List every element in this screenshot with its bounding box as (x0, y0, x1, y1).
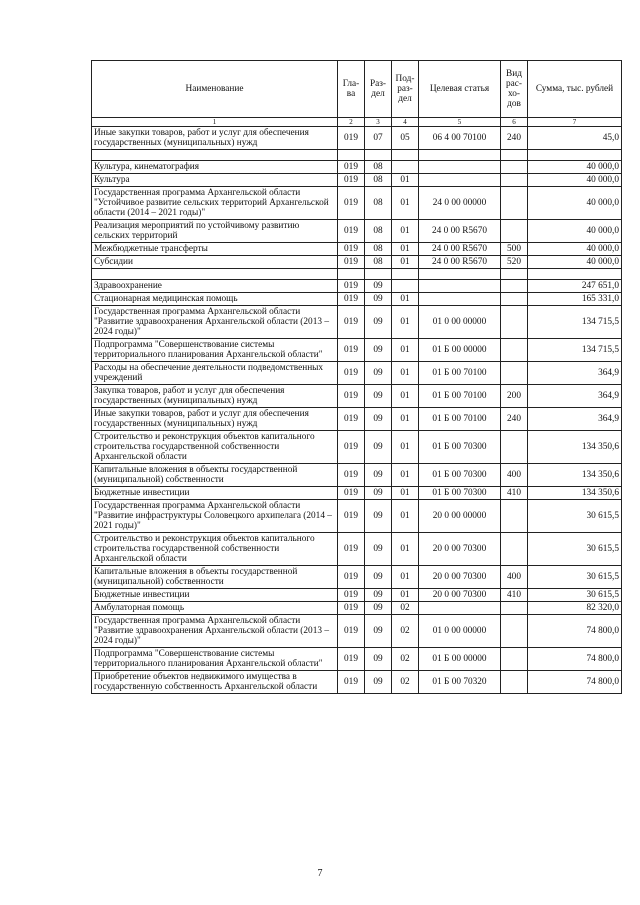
cell-summa: 134 350,6 (528, 464, 622, 487)
cell-vid: 410 (501, 589, 528, 602)
cell-summa (528, 269, 622, 280)
cell-vid (501, 648, 528, 671)
cell-summa: 40 000,0 (528, 220, 622, 243)
cell-vid (501, 150, 528, 161)
cell-tselevaya: 01 Б 00 70320 (419, 671, 501, 694)
cell-podrazdel: 02 (392, 671, 419, 694)
cell-summa: 30 615,5 (528, 589, 622, 602)
cell-glava: 019 (338, 220, 365, 243)
cell-vid (501, 339, 528, 362)
cell-glava: 019 (338, 243, 365, 256)
cell-podrazdel: 02 (392, 648, 419, 671)
cell-razdel: 09 (365, 306, 392, 339)
cell-name: Государственная программа Архангельской области "Устойчивое развитие сельских территорий Архангельской области (2014 – 2021 годы)" (92, 187, 338, 220)
page-number: 7 (317, 868, 323, 879)
cell-glava: 019 (338, 362, 365, 385)
cell-podrazdel: 01 (392, 487, 419, 500)
cell-podrazdel: 01 (392, 464, 419, 487)
cell-razdel: 09 (365, 280, 392, 293)
cell-glava: 019 (338, 615, 365, 648)
cell-vid: 240 (501, 408, 528, 431)
column-number: 1 (92, 118, 338, 127)
table-row (92, 243, 622, 256)
cell-glava: 019 (338, 602, 365, 615)
cell-razdel: 09 (365, 464, 392, 487)
cell-summa: 364,9 (528, 408, 622, 431)
cell-razdel: 08 (365, 174, 392, 187)
cell-name: Стационарная медицинская помощь (92, 293, 338, 306)
cell-vid: 240 (501, 127, 528, 150)
cell-glava: 019 (338, 339, 365, 362)
cell-glava (338, 269, 365, 280)
cell-summa: 30 615,5 (528, 500, 622, 533)
cell-glava (338, 150, 365, 161)
cell-razdel: 09 (365, 602, 392, 615)
cell-summa: 40 000,0 (528, 161, 622, 174)
cell-tselevaya (419, 280, 501, 293)
cell-vid (501, 220, 528, 243)
cell-razdel (365, 269, 392, 280)
cell-glava: 019 (338, 671, 365, 694)
cell-tselevaya: 24 0 00 R5670 (419, 256, 501, 269)
cell-tselevaya (419, 293, 501, 306)
cell-glava: 019 (338, 487, 365, 500)
cell-podrazdel: 02 (392, 615, 419, 648)
column-number: 2 (338, 118, 365, 127)
table-row (92, 220, 622, 243)
cell-summa (528, 150, 622, 161)
cell-razdel: 09 (365, 589, 392, 602)
cell-vid (501, 533, 528, 566)
cell-podrazdel: 01 (392, 589, 419, 602)
cell-name: Межбюджетные трансферты (92, 243, 338, 256)
table-body (92, 127, 622, 694)
cell-podrazdel (392, 269, 419, 280)
cell-glava: 019 (338, 566, 365, 589)
cell-tselevaya: 20 0 00 00000 (419, 500, 501, 533)
cell-name: Государственная программа Архангельской области "Развитие здравоохранения Архангельской области (2013 – 2024 годы)" (92, 615, 338, 648)
table-row (92, 533, 622, 566)
cell-razdel: 08 (365, 161, 392, 174)
table-row (92, 174, 622, 187)
cell-name: Капитальные вложения в объекты государственной (муниципальной) собственности (92, 566, 338, 589)
column-number: 4 (392, 118, 419, 127)
cell-vid (501, 161, 528, 174)
cell-vid (501, 500, 528, 533)
cell-podrazdel: 02 (392, 602, 419, 615)
cell-vid: 400 (501, 566, 528, 589)
table-row (92, 408, 622, 431)
table-row (92, 269, 622, 280)
cell-razdel: 09 (365, 431, 392, 464)
cell-name: Подпрограмма "Совершенствование системы территориального планирования Архангельской области" (92, 339, 338, 362)
cell-vid (501, 671, 528, 694)
cell-summa: 74 800,0 (528, 615, 622, 648)
cell-tselevaya: 24 0 00 00000 (419, 187, 501, 220)
cell-podrazdel: 01 (392, 256, 419, 269)
cell-podrazdel: 05 (392, 127, 419, 150)
cell-summa: 134 350,6 (528, 487, 622, 500)
cell-glava: 019 (338, 464, 365, 487)
cell-podrazdel: 01 (392, 293, 419, 306)
cell-tselevaya (419, 602, 501, 615)
cell-tselevaya: 24 0 00 R5670 (419, 220, 501, 243)
column-numbers-row (92, 118, 622, 127)
header-tselevaya: Целевая статья (419, 61, 501, 118)
cell-glava: 019 (338, 127, 365, 150)
cell-glava: 019 (338, 306, 365, 339)
cell-tselevaya: 01 Б 00 70100 (419, 362, 501, 385)
cell-podrazdel: 01 (392, 243, 419, 256)
cell-summa: 165 331,0 (528, 293, 622, 306)
cell-tselevaya: 01 0 00 00000 (419, 615, 501, 648)
cell-summa: 74 800,0 (528, 648, 622, 671)
cell-name: Государственная программа Архангельской области "Развитие инфраструктуры Соловецкого архипелага (2014 – 2021 годы)" (92, 500, 338, 533)
cell-razdel: 08 (365, 256, 392, 269)
table-row (92, 566, 622, 589)
column-number: 5 (419, 118, 501, 127)
cell-glava: 019 (338, 187, 365, 220)
cell-tselevaya (419, 150, 501, 161)
cell-vid: 520 (501, 256, 528, 269)
cell-vid (501, 280, 528, 293)
cell-podrazdel: 01 (392, 220, 419, 243)
cell-tselevaya (419, 174, 501, 187)
cell-summa: 134 715,5 (528, 339, 622, 362)
cell-razdel: 07 (365, 127, 392, 150)
cell-name: Капитальные вложения в объекты государственной (муниципальной) собственности (92, 464, 338, 487)
cell-vid (501, 615, 528, 648)
cell-summa: 40 000,0 (528, 174, 622, 187)
cell-summa: 45,0 (528, 127, 622, 150)
cell-vid (501, 187, 528, 220)
cell-vid (501, 306, 528, 339)
cell-summa: 30 615,5 (528, 533, 622, 566)
header-podrazdel: Под-раз-дел (392, 61, 419, 118)
header-summa: Сумма, тыс. рублей (528, 61, 622, 118)
cell-podrazdel: 01 (392, 431, 419, 464)
cell-tselevaya: 06 4 00 70100 (419, 127, 501, 150)
cell-summa: 40 000,0 (528, 187, 622, 220)
cell-podrazdel: 01 (392, 306, 419, 339)
cell-glava: 019 (338, 533, 365, 566)
cell-name: Культура, кинематография (92, 161, 338, 174)
table-row (92, 431, 622, 464)
cell-name: Иные закупки товаров, работ и услуг для обеспечения государственных (муниципальных) нужд (92, 408, 338, 431)
cell-glava: 019 (338, 256, 365, 269)
table-row (92, 385, 622, 408)
table-row (92, 127, 622, 150)
cell-podrazdel (392, 280, 419, 293)
cell-razdel: 09 (365, 500, 392, 533)
table-row (92, 487, 622, 500)
cell-tselevaya: 01 0 00 00000 (419, 306, 501, 339)
cell-name: Здравоохранение (92, 280, 338, 293)
table-row (92, 615, 622, 648)
cell-glava: 019 (338, 280, 365, 293)
cell-podrazdel: 01 (392, 500, 419, 533)
cell-summa: 134 350,6 (528, 431, 622, 464)
table-row (92, 280, 622, 293)
cell-vid (501, 174, 528, 187)
header-glava: Гла-ва (338, 61, 365, 118)
cell-vid (501, 362, 528, 385)
cell-name: Субсидии (92, 256, 338, 269)
cell-podrazdel: 01 (392, 533, 419, 566)
cell-name (92, 269, 338, 280)
cell-vid (501, 431, 528, 464)
cell-summa: 74 800,0 (528, 671, 622, 694)
cell-glava: 019 (338, 589, 365, 602)
cell-razdel: 08 (365, 220, 392, 243)
table-row (92, 161, 622, 174)
cell-glava: 019 (338, 431, 365, 464)
cell-tselevaya: 01 Б 00 00000 (419, 339, 501, 362)
header-razdel: Раз-дел (365, 61, 392, 118)
cell-tselevaya: 01 Б 00 70100 (419, 408, 501, 431)
cell-summa: 40 000,0 (528, 243, 622, 256)
table-row (92, 256, 622, 269)
cell-tselevaya: 01 Б 00 70300 (419, 464, 501, 487)
cell-podrazdel: 01 (392, 566, 419, 589)
cell-tselevaya: 01 Б 00 70100 (419, 385, 501, 408)
cell-name: Государственная программа Архангельской области "Развитие здравоохранения Архангельской области (2013 – 2024 годы)" (92, 306, 338, 339)
header-name: Наименование (92, 61, 338, 118)
budget-table (91, 60, 622, 694)
cell-vid (501, 269, 528, 280)
cell-summa: 30 615,5 (528, 566, 622, 589)
table-row (92, 464, 622, 487)
cell-razdel: 09 (365, 293, 392, 306)
cell-name: Иные закупки товаров, работ и услуг для обеспечения государственных (муниципальных) нужд (92, 127, 338, 150)
cell-razdel: 09 (365, 362, 392, 385)
cell-summa: 364,9 (528, 385, 622, 408)
cell-tselevaya: 01 Б 00 00000 (419, 648, 501, 671)
cell-summa: 134 715,5 (528, 306, 622, 339)
table-row (92, 648, 622, 671)
cell-summa: 247 651,0 (528, 280, 622, 293)
cell-podrazdel: 01 (392, 362, 419, 385)
cell-razdel: 09 (365, 615, 392, 648)
cell-podrazdel: 01 (392, 187, 419, 220)
cell-tselevaya: 20 0 00 70300 (419, 589, 501, 602)
cell-name: Строительство и реконструкция объектов капитального строительства государственной собственности Архангельской области (92, 533, 338, 566)
cell-glava: 019 (338, 161, 365, 174)
cell-razdel: 09 (365, 408, 392, 431)
header-row (92, 61, 622, 118)
cell-vid (501, 602, 528, 615)
cell-razdel: 08 (365, 187, 392, 220)
table-row (92, 589, 622, 602)
cell-podrazdel (392, 150, 419, 161)
cell-razdel: 09 (365, 671, 392, 694)
cell-razdel: 09 (365, 533, 392, 566)
cell-glava: 019 (338, 648, 365, 671)
table-row (92, 293, 622, 306)
table-row (92, 187, 622, 220)
cell-razdel: 09 (365, 487, 392, 500)
cell-podrazdel: 01 (392, 339, 419, 362)
cell-razdel: 08 (365, 243, 392, 256)
cell-tselevaya: 01 Б 00 70300 (419, 487, 501, 500)
cell-podrazdel (392, 161, 419, 174)
cell-name: Реализация мероприятий по устойчивому развитию сельских территорий (92, 220, 338, 243)
table-row (92, 671, 622, 694)
table-row (92, 339, 622, 362)
cell-tselevaya (419, 161, 501, 174)
cell-summa: 40 000,0 (528, 256, 622, 269)
cell-name: Амбулаторная помощь (92, 602, 338, 615)
cell-vid: 500 (501, 243, 528, 256)
cell-glava: 019 (338, 408, 365, 431)
cell-name: Закупка товаров, работ и услуг для обеспечения государственных (муниципальных) нужд (92, 385, 338, 408)
cell-name: Строительство и реконструкция объектов капитального строительства государственной собственности Архангельской области (92, 431, 338, 464)
cell-name: Бюджетные инвестиции (92, 487, 338, 500)
cell-tselevaya: 01 Б 00 70300 (419, 431, 501, 464)
cell-tselevaya: 24 0 00 R5670 (419, 243, 501, 256)
cell-name: Подпрограмма "Совершенствование системы территориального планирования Архангельской области" (92, 648, 338, 671)
cell-tselevaya: 20 0 00 70300 (419, 566, 501, 589)
cell-razdel: 09 (365, 566, 392, 589)
cell-name: Расходы на обеспечение деятельности подведомственных учреждений (92, 362, 338, 385)
cell-glava: 019 (338, 385, 365, 408)
cell-summa: 82 320,0 (528, 602, 622, 615)
table-row (92, 602, 622, 615)
cell-vid: 410 (501, 487, 528, 500)
cell-podrazdel: 01 (392, 174, 419, 187)
cell-name: Приобретение объектов недвижимого имущества в государственную собственность Архангельской области (92, 671, 338, 694)
cell-tselevaya: 20 0 00 70300 (419, 533, 501, 566)
cell-glava: 019 (338, 293, 365, 306)
cell-razdel: 09 (365, 339, 392, 362)
cell-podrazdel: 01 (392, 408, 419, 431)
cell-glava: 019 (338, 500, 365, 533)
table-row (92, 150, 622, 161)
header-vid: Вид рас-хо-дов (501, 61, 528, 118)
cell-razdel (365, 150, 392, 161)
cell-razdel: 09 (365, 648, 392, 671)
cell-vid (501, 293, 528, 306)
cell-vid: 400 (501, 464, 528, 487)
table-row (92, 362, 622, 385)
table-row (92, 306, 622, 339)
cell-tselevaya (419, 269, 501, 280)
cell-name: Культура (92, 174, 338, 187)
cell-glava: 019 (338, 174, 365, 187)
column-number: 6 (501, 118, 528, 127)
cell-podrazdel: 01 (392, 385, 419, 408)
cell-name (92, 150, 338, 161)
column-number: 3 (365, 118, 392, 127)
table-row (92, 500, 622, 533)
cell-vid: 200 (501, 385, 528, 408)
cell-razdel: 09 (365, 385, 392, 408)
column-number: 7 (528, 118, 622, 127)
cell-summa: 364,9 (528, 362, 622, 385)
cell-name: Бюджетные инвестиции (92, 589, 338, 602)
